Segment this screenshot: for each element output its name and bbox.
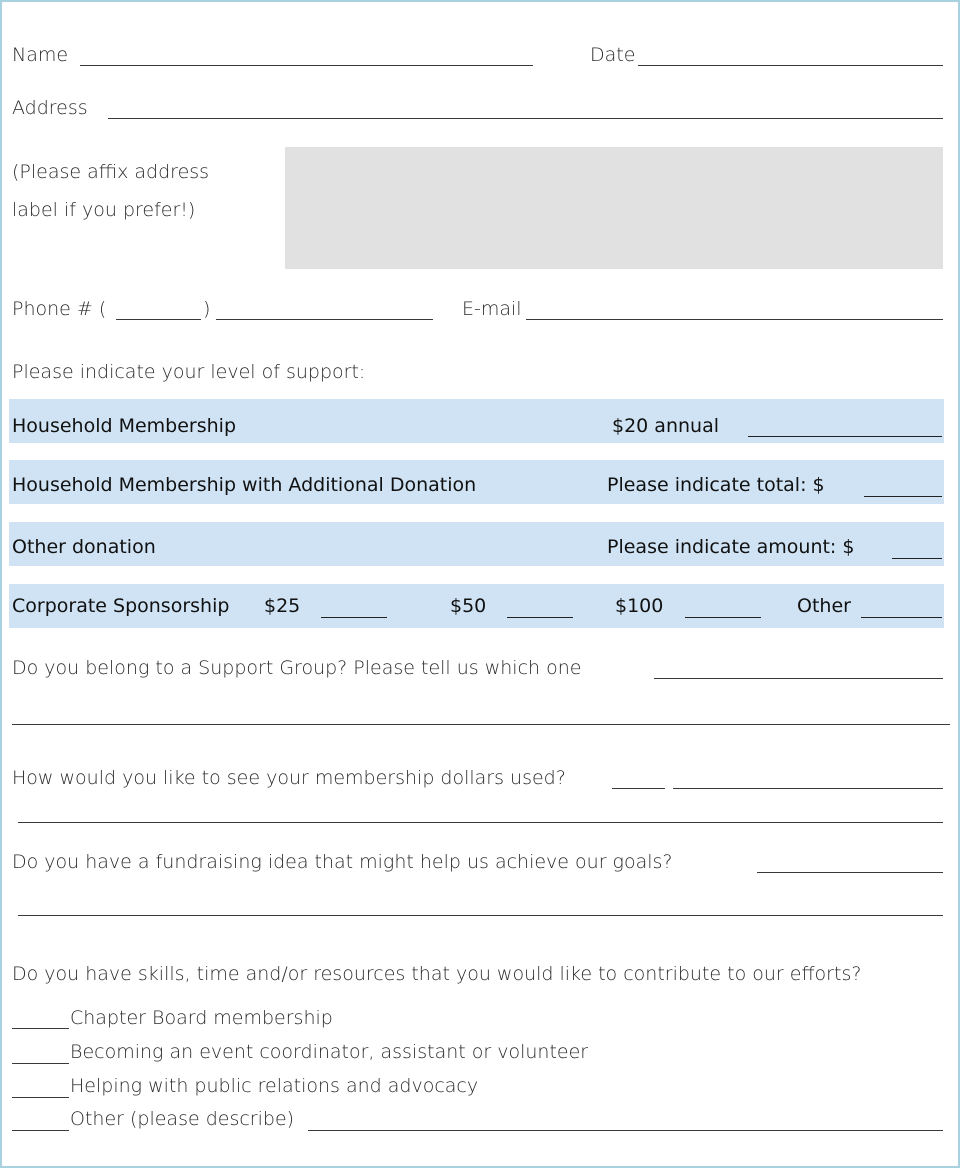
fundraising-field[interactable] (757, 872, 943, 873)
address-label-box (285, 147, 943, 269)
other-donation-amount-field[interactable] (892, 558, 942, 559)
other-donation-row (9, 522, 944, 566)
skills-board-checkline[interactable] (12, 1028, 69, 1029)
phone-area-code-field[interactable] (116, 319, 201, 320)
household-membership-row (9, 399, 944, 443)
skills-other-checkline[interactable] (12, 1130, 69, 1131)
corporate-100-field[interactable] (685, 617, 761, 618)
corporate-sponsorship-label: Corporate Sponsorship (12, 595, 230, 617)
skills-other-describe-field[interactable] (308, 1130, 943, 1131)
date-field[interactable] (638, 65, 943, 66)
label-note-line1: (Please affix address (12, 161, 210, 183)
phone-label: Phone # ( (12, 298, 107, 320)
support-prompt: Please indicate your level of support: (12, 361, 366, 383)
corporate-option-50: $50 (450, 595, 487, 617)
corporate-25-field[interactable] (321, 617, 387, 618)
support-group-field-line2[interactable] (12, 724, 950, 725)
phone-number-field[interactable] (216, 319, 433, 320)
membership-dollars-field[interactable] (612, 788, 665, 789)
email-field[interactable] (526, 319, 943, 320)
skills-option-event: Becoming an event coordinator, assistant or volunteer (70, 1041, 589, 1063)
skills-pr-checkline[interactable] (12, 1097, 69, 1098)
household-price-label: $20 annual (612, 415, 719, 437)
corporate-other-field[interactable] (861, 617, 942, 618)
email-label: E-mail (462, 298, 522, 320)
membership-dollars-field-line2[interactable] (18, 822, 943, 823)
fundraising-field-line2[interactable] (18, 915, 943, 916)
skills-question: Do you have skills, time and/or resources that you would like to contribute to our efforts? (12, 963, 862, 985)
household-donation-row (9, 460, 944, 504)
support-group-field[interactable] (654, 678, 943, 679)
fundraising-question: Do you have a fundraising idea that might help us achieve our goals? (12, 851, 673, 873)
corporate-option-100: $100 (615, 595, 664, 617)
household-donation-total-field[interactable] (864, 496, 942, 497)
date-label: Date (590, 44, 636, 66)
corporate-sponsorship-row (9, 584, 944, 628)
skills-option-pr: Helping with public relations and advocacy (70, 1075, 479, 1097)
corporate-option-other: Other (797, 595, 851, 617)
membership-dollars-question: How would you like to see your membership dollars used? (12, 767, 566, 789)
address-field[interactable] (108, 118, 943, 119)
support-group-question: Do you belong to a Support Group? Please tell us which one (12, 657, 582, 679)
skills-event-checkline[interactable] (12, 1063, 69, 1064)
name-field[interactable] (80, 65, 533, 66)
skills-option-other: Other (please describe) (70, 1108, 295, 1130)
address-label: Address (12, 97, 88, 119)
name-label: Name (12, 44, 69, 66)
household-donation-label: Household Membership with Additional Donation (12, 474, 477, 496)
household-membership-label: Household Membership (12, 415, 237, 437)
other-donation-label: Other donation (12, 536, 156, 558)
household-donation-total-label: Please indicate total: $ (607, 474, 825, 496)
skills-option-board: Chapter Board membership (70, 1007, 333, 1029)
household-membership-field[interactable] (748, 436, 942, 437)
label-note-line2: label if you prefer!) (12, 199, 196, 221)
corporate-50-field[interactable] (507, 617, 573, 618)
corporate-option-25: $25 (264, 595, 301, 617)
other-donation-amount-label: Please indicate amount: $ (607, 536, 855, 558)
membership-dollars-field-ext[interactable] (673, 788, 943, 789)
phone-paren-close: ) (203, 298, 211, 320)
